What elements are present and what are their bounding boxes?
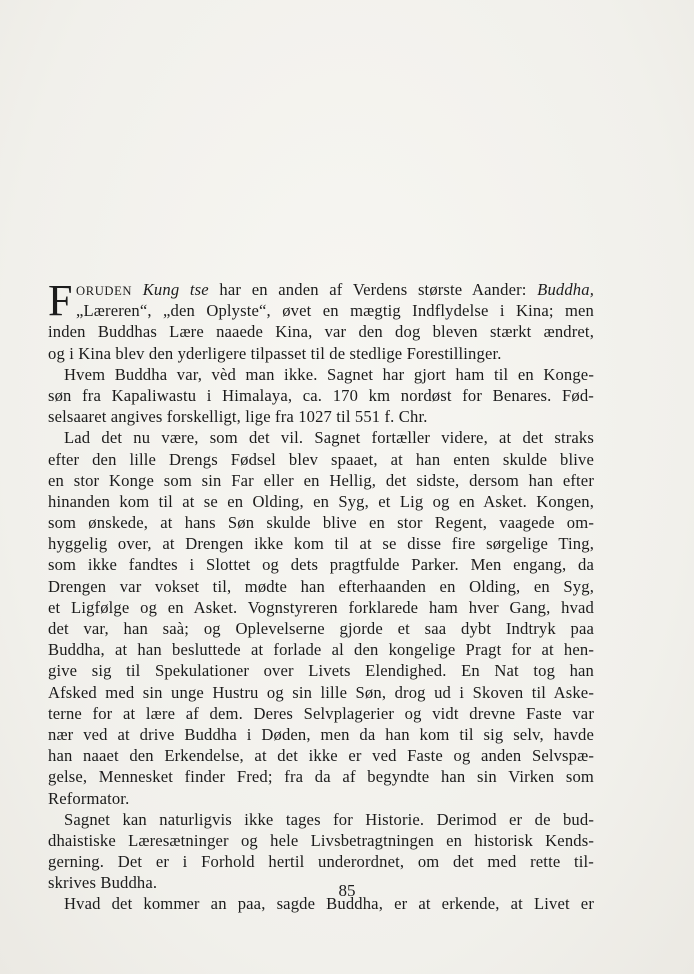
- text-line: det var, han saà; og Oplevelserne gjorde et saa dybt Indtryk paa: [48, 619, 594, 638]
- text-line: søn fra Kapaliwastu i Himalaya, ca. 170 km nordøst for Benares. Fød-: [48, 385, 594, 405]
- text-line: give sig til Spekulationer over Livets Elendighed. En Nat tog han: [48, 661, 594, 681]
- text-line: hinanden kom til at se en Olding, en Syg, et Lig og en Asket. Kongen,: [48, 491, 594, 511]
- text-line: Drengen var vokset til, mødte han efterhaanden en Olding, en Syg,: [48, 576, 594, 596]
- page-number: 85: [338, 881, 356, 900]
- text-line: selsaaret angives forskelligt, lige fra 1027 til 551 f. Chr.: [48, 407, 428, 427]
- text-line: ORUDEN Kung tse har en anden af Verdens største Aander: Buddha,: [76, 280, 594, 299]
- italic-term: Buddha,: [537, 280, 594, 299]
- text-line: Hvem Buddha var, vèd man ikke. Sagnet har gjort ham til en Konge-: [64, 364, 594, 384]
- text-line: hyggelig over, at Drengen ikke kom til at se disse fire sørgelige Ting,: [48, 534, 594, 554]
- text-line: skrives Buddha.: [48, 873, 158, 893]
- text-line: efter den lille Drengs Fødsel blev spaaet, at han enten skulde blive: [48, 449, 594, 469]
- text-line: nær ved at drive Buddha i Døden, men da han kom til sig selv, havde: [48, 724, 594, 744]
- body-text: [48, 276, 594, 915]
- text-line: Lad det nu være, som det vil. Sagnet fortæller videre, at det straks: [64, 428, 594, 448]
- text-line: og i Kina blev den yderligere tilpasset til de stedlige Forestillinger.: [48, 343, 502, 363]
- text-line: Reformator.: [48, 788, 130, 808]
- drop-cap: F: [48, 276, 73, 325]
- text-line: gelse, Mennesket finder Fred; fra da af begyndte han sin Virken som: [48, 767, 594, 787]
- text-line: et Ligfølge og en Asket. Vognstyreren forklarede ham hver Gang, hvad: [48, 597, 594, 617]
- text-line: Buddha, at han besluttede at forlade al den kongelige Pragt for at hen-: [48, 640, 594, 660]
- opening-paragraph-start: [48, 276, 594, 325]
- text-line: Hvad det kommer an paa, sagde Buddha, er at erkende, at Livet er: [64, 894, 594, 914]
- text-line: han naaet den Erkendelse, at det ikke er ved Faste og anden Selvspæ-: [48, 746, 594, 766]
- text-line: inden Buddhas Lære naaede Kina, var den dog bleven stærkt ændret,: [48, 322, 594, 342]
- text-line: „Læreren“, „den Oplyste“, øvet en mægtig Indflydelse i Kina; men: [76, 301, 594, 321]
- text-line: Sagnet kan naturligvis ikke tages for Historie. Derimod er de bud-: [64, 809, 594, 829]
- text-line: Afsked med sin unge Hustru og sin lille Søn, drog ud i Skoven til Aske-: [48, 682, 594, 702]
- text-line: gerning. Det er i Forhold hertil underordnet, om det med rette til-: [48, 852, 594, 872]
- text-line: en stor Konge som sin Far eller en Hellig, det sidste, dersom han efter: [48, 470, 594, 490]
- text-line: terne for at lære af dem. Deres Selvplagerier og vidt drevne Faste var: [48, 703, 594, 723]
- text-line: som ønskede, at hans Søn skulde blive en stor Regent, vaagede om-: [48, 513, 594, 533]
- smallcaps-word: ORUDEN: [76, 284, 133, 298]
- italic-term: Kung tse: [142, 280, 209, 299]
- text-line: som ikke fandtes i Slottet og dets pragtfulde Parker. Men engang, da: [48, 555, 594, 575]
- text-line: dhaistiske Læresætninger og hele Livsbetragtningen en historisk Kends-: [48, 830, 594, 850]
